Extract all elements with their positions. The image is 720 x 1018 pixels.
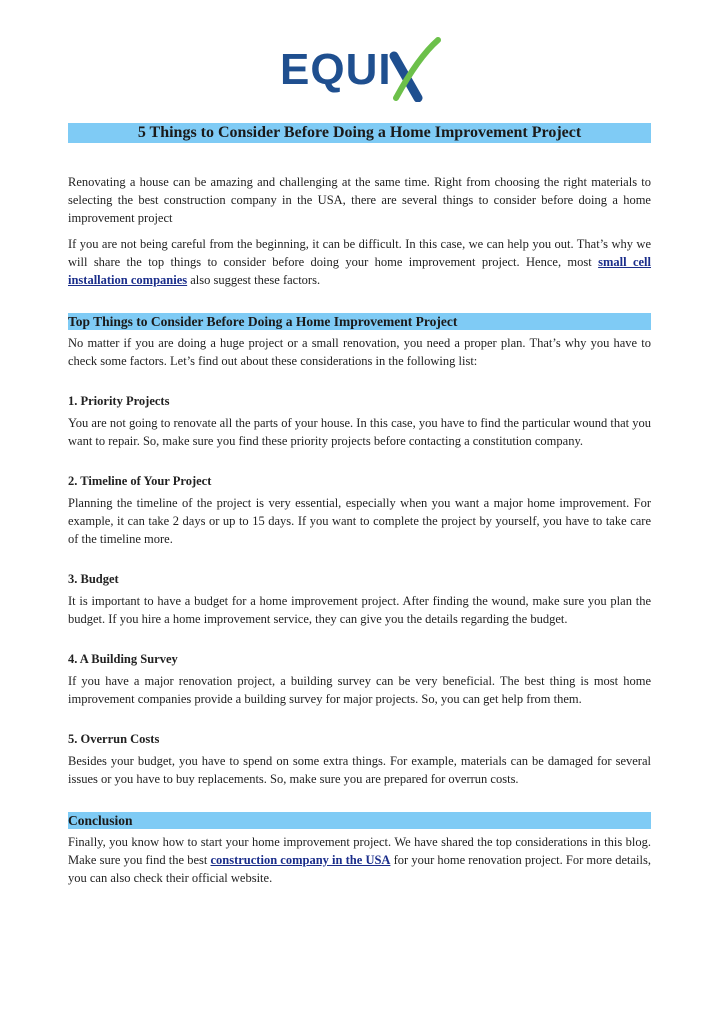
item-title-budget: 3. Budget <box>68 572 119 586</box>
intro-paragraph-2 <box>68 235 651 289</box>
item-text-overrun: Besides your budget, you have to spend on some extra things. For example, materials can be damaged for several issues or you have to buy replacements. So, make sure you are prepared for overrun costs. <box>68 754 651 786</box>
logo-x-mark-icon <box>388 36 442 102</box>
item-text-survey: If you have a major renovation project, a building survey can be very beneficial. The best thing is most home improvement companies provide a building survey for major projects. So, you can get help from them. <box>68 674 651 706</box>
item-title-overrun: 5. Overrun Costs <box>68 732 160 746</box>
section1-intro: No matter if you are doing a huge project or a small renovation, you need a proper plan. That’s why you have to check some factors. Let’s find out about these considerations in the following list: <box>68 336 651 368</box>
section-heading-conclusion: Conclusion <box>68 812 651 829</box>
item-text-budget: It is important to have a budget for a home improvement project. After finding the wound, make sure you plan the budget. If you hire a home improvement service, they can give you the details regarding the budget. <box>68 594 651 626</box>
intro-p2-tail: also suggest these factors. <box>187 273 321 287</box>
small-cell-link[interactable]: small cell installation companies <box>68 255 652 287</box>
conclusion-tail: for your home renovation project. For more details, you can also check their official website. <box>68 853 651 885</box>
item-text-timeline: Planning the timeline of the project is very essential, especially when you want a major home improvement. For example, it can take 2 days or up to 15 days. If you want to complete the project by yourself, you have to take care of the timeline more. <box>68 496 651 546</box>
intro-p2-text: If you are not being careful from the beginning, it can be difficult. In this case, we can help you out. That’s why we will share the top things to consider before doing your home improvement project. Hence, most <box>68 237 651 269</box>
item-title-survey: 4. A Building Survey <box>68 652 178 666</box>
conclusion-paragraph <box>68 833 651 887</box>
intro-paragraph-1: Renovating a house can be amazing and challenging at the same time. Right from choosing the right materials to selecting the best construction company in the USA, there are several things to consider before doing a home improvement project <box>68 175 651 225</box>
item-title-timeline: 2. Timeline of Your Project <box>68 474 212 488</box>
equix-logo <box>280 36 442 102</box>
construction-company-link[interactable]: construction company in the USA <box>210 853 391 867</box>
title-banner <box>68 123 651 143</box>
article-body <box>68 173 651 887</box>
section-heading-top-things: Top Things to Consider Before Doing a Home Improvement Project <box>68 313 651 330</box>
conclusion-text: Finally, you know how to start your home improvement project. We have shared the top considerations in this blog. Make sure you find the best <box>68 835 651 867</box>
item-title-priority: 1. Priority Projects <box>68 394 170 408</box>
item-text-priority: You are not going to renovate all the parts of your house. In this case, you have to find the particular wound that you want to repair. So, make sure you find these priority projects before contacting a constitution company. <box>68 416 651 448</box>
page-title: 5 Things to Consider Before Doing a Home Improvement Project <box>137 124 582 141</box>
logo-wordmark: EQUI <box>280 45 392 94</box>
